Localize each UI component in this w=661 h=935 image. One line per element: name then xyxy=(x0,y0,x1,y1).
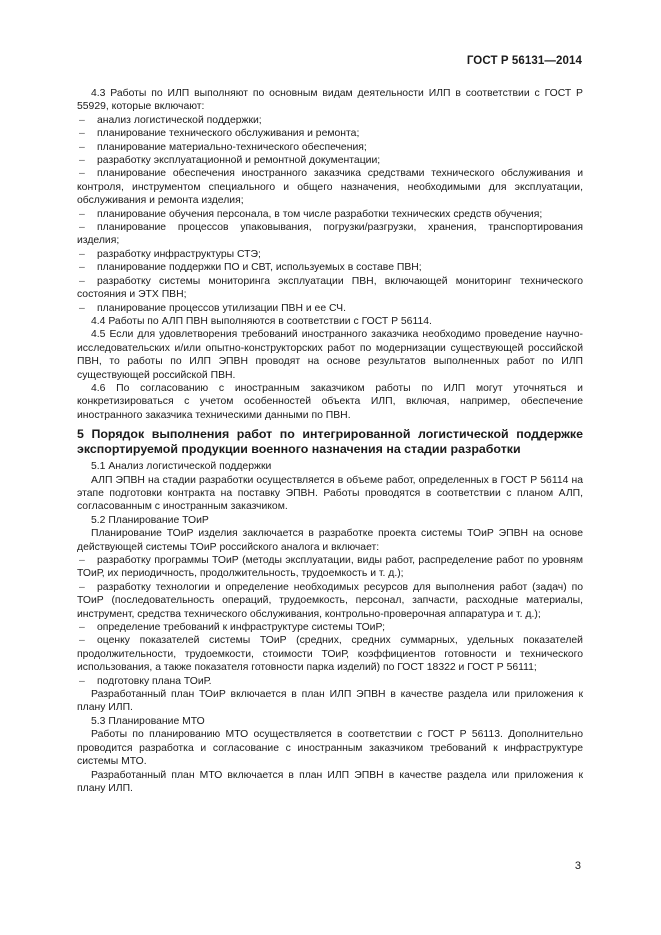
list-item xyxy=(77,141,583,154)
document-body xyxy=(77,87,583,795)
paragraph: 4.4 Работы по АЛП ПВН выполняются в соответствии с ГОСТ Р 56114. xyxy=(91,315,432,327)
list-item xyxy=(77,675,583,688)
paragraph: 4.5 Если для удовлетворения требований иностранного заказчика необходимо проведение научно-исследовательских и/или опытно-конструкторских работ по модернизации существующей российской ПВН, то работы по ИЛП ЭПВН проводят на основе результатов выполненных работ по ИЛП существующей российской ПВН. xyxy=(77,329,583,381)
list-item xyxy=(77,154,583,167)
list-item xyxy=(77,634,583,674)
list-item-text: разработку эксплуатационной и ремонтной документации; xyxy=(97,155,381,167)
paragraph: 4.3 Работы по ИЛП выполняют по основным видам деятельности ИЛП в соответствии с ГОСТ Р 55929, которые включают: xyxy=(77,88,583,113)
list-item xyxy=(77,167,583,207)
dash-bullet-icon: – xyxy=(79,141,85,153)
dash-bullet-icon: – xyxy=(79,128,85,140)
list-item-text: планирование обучения персонала, в том числе разработки технических средств обучения; xyxy=(97,208,543,220)
list-item xyxy=(77,581,583,621)
paragraph: Разработанный план ТОиР включается в план ИЛП ЭПВН в качестве раздела или приложения к плану ИЛП. xyxy=(77,689,583,714)
page-number: 3 xyxy=(574,860,581,872)
list-item xyxy=(77,127,583,140)
dash-bullet-icon: – xyxy=(79,222,85,234)
dash-bullet-icon: – xyxy=(79,622,85,634)
list-item-text: определение требований к инфраструктуре системы ТОиР; xyxy=(97,622,386,634)
dash-bullet-icon: – xyxy=(79,208,85,220)
dash-bullet-icon: – xyxy=(79,248,85,260)
paragraph: Разработанный план МТО включается в план ИЛП ЭПВН в качестве раздела или приложения к плану ИЛП. xyxy=(77,769,583,794)
dash-bullet-icon: – xyxy=(79,262,85,274)
list-item-text: планирование материально-технического обеспечения; xyxy=(97,141,367,153)
dash-bullet-icon: – xyxy=(79,555,85,566)
section-heading: 5 Порядок выполнения работ по интегрированной логистической поддержке экспортируемой продукции военного назначения на стадии разработки xyxy=(77,427,583,456)
list-item-text: подготовку плана ТОиР. xyxy=(97,675,212,687)
list-item-text: разработку программы ТОиР (методы эксплуатации, виды работ, распределение работ по уровням ТОиР, их периодичность, продолжительность, трудоемкость и т. д.); xyxy=(77,555,583,580)
list-item-text: планирование обеспечения иностранного заказчика средствами технического обслуживания и контроля, инструментом специального и общего назначения, необходимыми для эксплуатации, обслуживания и ремонта изделия; xyxy=(77,168,583,207)
list-item xyxy=(77,275,583,302)
list-item-text: разработку технологии и определение необходимых ресурсов для выполнения работ (задач) по ТОиР (последовательность операций, трудоемкость, персонал, запчасти, расходные материалы, инструмент, средства технического обслуживания, контрольно-проверочная аппаратура и т. д.); xyxy=(77,581,583,620)
list-item-text: планирование процессов упаковывания, погрузки/разгрузки, хранения, транспортирования изделия; xyxy=(77,222,583,247)
list-item-text: планирование технического обслуживания и ремонта; xyxy=(97,128,360,140)
document-header: ГОСТ Р 56131—2014 xyxy=(466,55,582,67)
dash-bullet-icon: – xyxy=(79,635,85,647)
paragraph: Планирование ТОиР изделия заключается в разработке проекта системы ТОиР ЭПВН на основе действующей системы ТОиР российского аналога и включает: xyxy=(77,528,583,553)
dash-bullet-icon: – xyxy=(79,302,85,314)
dash-bullet-icon: – xyxy=(79,168,85,180)
list-item-text: планирование поддержки ПО и СВТ, используемых в составе ПВН; xyxy=(97,262,422,274)
paragraph: Работы по планированию МТО осуществляется в соответствии с ГОСТ Р 56113. Дополнительно проводится разработка и согласование с иностранным заказчиком требований к инфраструктуре системы МТО. xyxy=(77,729,583,768)
list-item-text: анализ логистической поддержки; xyxy=(97,114,262,126)
list-item xyxy=(77,554,583,581)
paragraph: АЛП ЭПВН на стадии разработки осуществляется в объеме работ, определенных в ГОСТ Р 56114 на этапе подготовки контракта на поставку ЭПВН. Работы проводятся в соответствии с планом АЛП, согласованным с иностранным заказчиком. xyxy=(77,474,583,513)
list-item xyxy=(77,221,583,248)
paragraph: 5.2 Планирование ТОиР xyxy=(91,514,209,526)
list-item xyxy=(77,302,583,315)
dash-bullet-icon: – xyxy=(79,114,85,126)
list-item-text: разработку инфраструктуры СТЭ; xyxy=(97,248,261,260)
list-item xyxy=(77,114,583,127)
dash-bullet-icon: – xyxy=(79,155,85,167)
list-item xyxy=(77,208,583,221)
dash-bullet-icon: – xyxy=(79,275,85,287)
paragraph: 4.6 По согласованию с иностранным заказчиком работы по ИЛП могут уточняться и конкретизироваться с учетом особенностей объекта ИЛП, включая, например, обеспечение иностранного заказчика техническими данными по ПВН. xyxy=(77,382,583,421)
list-item xyxy=(77,248,583,261)
list-item xyxy=(77,261,583,274)
dash-bullet-icon: – xyxy=(79,675,85,687)
list-item xyxy=(77,621,583,634)
paragraph: 5.1 Анализ логистической поддержки xyxy=(91,461,272,473)
list-item-text: разработку системы мониторинга эксплуатации ПВН, включающей мониторинг технического состояния и ЭТХ ПВН; xyxy=(77,275,583,301)
dash-bullet-icon: – xyxy=(79,581,85,593)
list-item-text: планирование процессов утилизации ПВН и ее СЧ. xyxy=(97,302,346,314)
list-item-text: оценку показателей системы ТОиР (средних, средних суммарных, удельных показателей продолжительности, трудоемкости, стоимости ТОиР, коэффициентов готовности и технического использования, а также показателя готовности парка изделий) по ГОСТ 18322 и ГОСТ Р 56111; xyxy=(77,635,583,674)
paragraph: 5.3 Планирование МТО xyxy=(91,715,205,727)
